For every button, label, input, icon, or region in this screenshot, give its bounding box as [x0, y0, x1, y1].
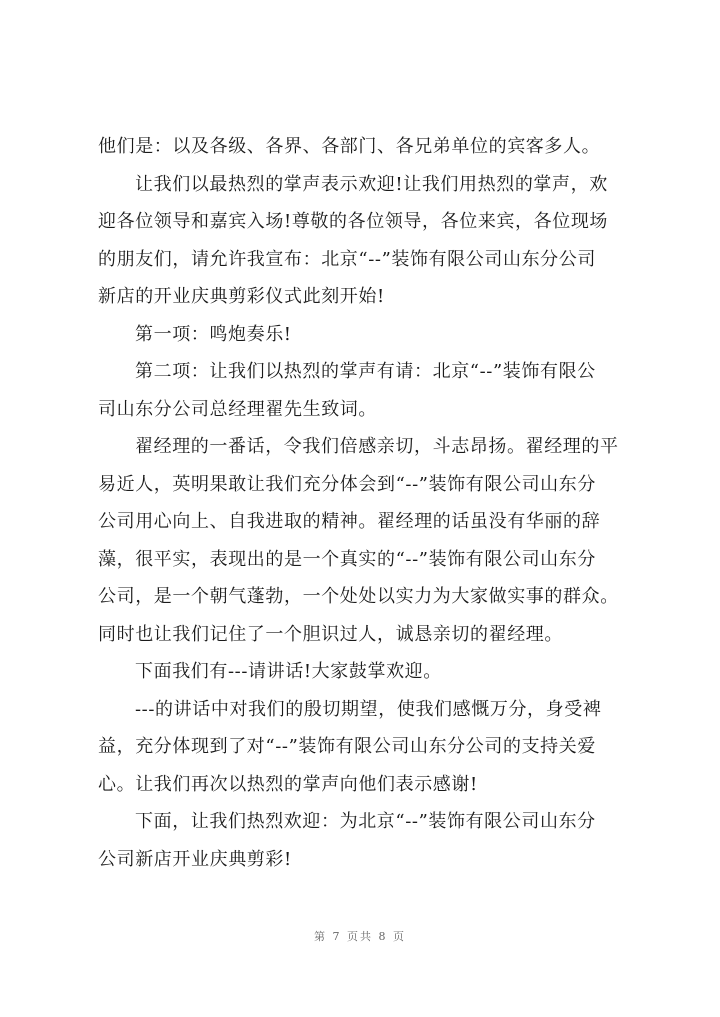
paragraph-1: 他们是：以及各级、各界、各部门、各兄弟单位的宾客多人。	[98, 136, 601, 157]
paragraph-5: 翟经理的一番话，令我们倍感亲切，斗志昂扬。翟经理的平 易近人，英明果敢让我们充分体会到“--”装饰有限公司山东分 公司用心向上、自我进取的精神。翟经理的话虽没有华丽的辞 藻，很平实，表现出的是一个真实的“--”装饰有限公司山东分 公司，是一个朝气蓬勃，一个处处以实力为大家做实事的群众。 同时也让我们记住了一个胆识过人，诚恳亲切的翟经理。	[98, 436, 619, 645]
paragraph-4: 第二项：让我们以热烈的掌声有请：北京“--”装饰有限公 司山东分公司总经理翟先生致词。	[98, 361, 596, 420]
paragraph-7: ---的讲话中对我们的殷切期望，使我们感慨万分，身受裨 益，充分体现到了对“--”装饰有限公司山东分公司的支持关爱 心。让我们再次以热烈的掌声向他们表示感谢!	[98, 698, 602, 795]
document-body	[98, 128, 638, 878]
paragraph-2: 让我们以最热烈的掌声表示欢迎!让我们用热烈的掌声，欢 迎各位领导和嘉宾入场!尊敬的各位领导，各位来宾，各位现场 的朋友们，请允许我宣布：北京“--”装饰有限公司山东分公司 新店的开业庆典剪彩仪式此刻开始!	[98, 173, 609, 307]
paragraph-6: 下面我们有---请讲话!大家鼓掌欢迎。	[135, 661, 442, 682]
paragraph-3: 第一项：鸣炮奏乐!	[135, 323, 292, 345]
page-number-footer: 第 7 页共 8 页	[314, 930, 406, 943]
paragraph-8: 下面，让我们热烈欢迎：为北京“--”装饰有限公司山东分 公司新店开业庆典剪彩!	[98, 811, 596, 870]
